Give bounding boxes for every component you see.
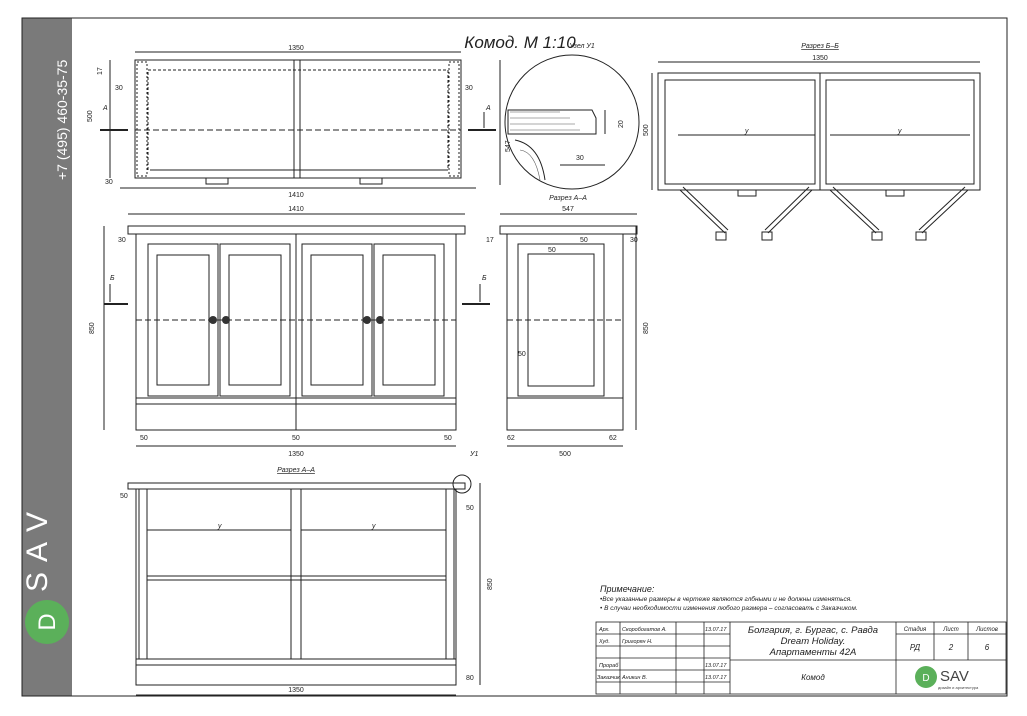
brand-logo-letter: D (34, 613, 61, 631)
tb-name-5: Аникин В. (622, 675, 648, 681)
side-depth-top: 547 (562, 206, 574, 213)
top-view-inner (148, 70, 448, 170)
knob-1 (209, 316, 217, 324)
tb-name-1: Скоробогатов А. (622, 627, 667, 633)
front-view (104, 214, 490, 446)
side-depth: 500 (559, 451, 571, 458)
section-mark-b-left: Б (110, 275, 115, 282)
top-full-width-dim: 1410 (288, 192, 304, 199)
section-aa-width: 1350 (288, 687, 304, 694)
tb-stage-value: РД (909, 643, 921, 652)
front-leg-left: 50 (140, 435, 148, 442)
side-frame-dim: 50 (548, 247, 556, 254)
brand-letter-v: V (21, 511, 54, 533)
tb-date-5: 13.07.17 (705, 675, 727, 681)
front-top (128, 226, 465, 234)
top-depth-dim: 500 (87, 110, 94, 122)
tb-date-1: 13.07.17 (705, 627, 727, 633)
tb-name-2: Григорян Н. (622, 639, 653, 645)
knob-2 (222, 316, 230, 324)
brand-mark (21, 512, 69, 644)
top-view (100, 52, 500, 188)
handle-plan-right (360, 178, 382, 184)
section-aa-shelf-left: у (218, 523, 222, 530)
detail-u1 (505, 43, 639, 189)
section-bb-outline (658, 73, 980, 190)
bottom-offset-dim: 30 (105, 179, 113, 186)
front-height: 850 (89, 322, 96, 334)
top-width-dim: 1350 (288, 45, 304, 52)
tb-logo-letter: D (922, 673, 930, 684)
sheet-frame (22, 18, 1007, 696)
tb-role-4: Прораб (599, 663, 619, 669)
node-u1-callout (453, 475, 471, 493)
detail-profile (508, 110, 596, 134)
detail-title: Узел У1 (569, 43, 595, 50)
front-leg-right: 50 (444, 435, 452, 442)
tb-item-name: Комод (801, 673, 825, 682)
handle-plan-left (206, 178, 228, 184)
top-offset-dim: 17 (97, 67, 104, 75)
section-aa-title: Разрез А–А (277, 467, 315, 474)
side-frame-dim-2: 50 (580, 237, 588, 244)
knob-3 (363, 316, 371, 324)
phone-number: +7 (495) 460-35-75 (54, 59, 70, 180)
section-mark-b-right: Б (482, 275, 487, 282)
tb-project-line-2: Dream Holiday. (780, 636, 846, 647)
section-aa (128, 475, 480, 695)
tb-sheets-value: 6 (984, 643, 990, 652)
tb-role-5: Заказчик (597, 675, 620, 681)
brand-letter-a: A (21, 541, 54, 563)
drawing-title: Комод. М 1:10 (464, 33, 576, 52)
top-inner-depth-dim: 547 (505, 140, 512, 152)
section-bb-shelf-right: у (898, 128, 902, 135)
section-aa-top: 50 (120, 493, 128, 500)
side-leg-left: 62 (507, 435, 515, 442)
notes-block (600, 584, 858, 612)
side-right-dim: 30 (630, 237, 638, 244)
section-aa-height: 850 (487, 578, 494, 590)
side-panel-dim: 50 (518, 351, 526, 358)
website-link: www.d-sav.ru (71, 97, 87, 180)
tb-project-line-3: Апартаменты 42А (769, 647, 857, 658)
section-bb (652, 62, 980, 240)
tb-logo (915, 666, 979, 690)
notes-line-2: • В случаи необходимости изменения любого размера – согласовать с Заказчиком. (600, 605, 858, 612)
side-offset-dim: 30 (115, 85, 123, 92)
section-aa-side: 50 (466, 505, 474, 512)
front-width: 1350 (288, 451, 304, 458)
tb-date-4: 13.07.17 (705, 663, 727, 669)
svg-text:30: 30 (465, 85, 473, 92)
notes-line-1: •Все указанные размеры в чертеже являются глбными и не должны изменяться. (600, 596, 853, 603)
top-view-outline (135, 60, 461, 178)
section-mark-a-left: А (103, 105, 108, 112)
front-top-offset: 30 (118, 237, 126, 244)
detail-dim-30: 30 (576, 155, 584, 162)
detail-dim-20: 20 (618, 120, 625, 128)
side-top-thick: 17 (486, 237, 494, 244)
side-height: 850 (643, 322, 650, 334)
tb-logo-caption: дизайн и архитектура (938, 685, 979, 690)
tb-sheet-header: Лист (943, 627, 959, 633)
tb-project-line-1: Болгария, г. Бургас, с. Равда (747, 625, 879, 636)
brand-letter-s: S (21, 571, 54, 593)
tb-sheets-header: Листов (976, 627, 998, 633)
tb-role-1: Арх. (599, 627, 610, 633)
section-bb-depth: 500 (643, 124, 650, 136)
tb-stage-header: Стадия (903, 627, 927, 633)
front-leg-mid: 50 (292, 435, 300, 442)
tb-sheet-value: 2 (948, 643, 954, 652)
tb-role-2: Худ. (599, 639, 610, 645)
section-bb-title: Разрез Б–Б (801, 43, 839, 50)
section-bb-shelf-left: у (745, 128, 749, 135)
section-aa-shelf-right: у (372, 523, 376, 530)
side-view-title: Разрез А–А (549, 195, 587, 202)
section-aa-node: У1 (470, 451, 479, 458)
section-bb-width: 1350 (812, 55, 828, 62)
side-view (500, 214, 637, 446)
notes-heading: Примечание: (600, 584, 655, 594)
section-aa-base: 80 (466, 675, 474, 682)
section-mark-a-right: А (486, 105, 491, 112)
front-top-width: 1410 (288, 206, 304, 213)
knob-4 (376, 316, 384, 324)
tb-logo-text: SAV (940, 668, 969, 685)
side-leg-right: 62 (609, 435, 617, 442)
